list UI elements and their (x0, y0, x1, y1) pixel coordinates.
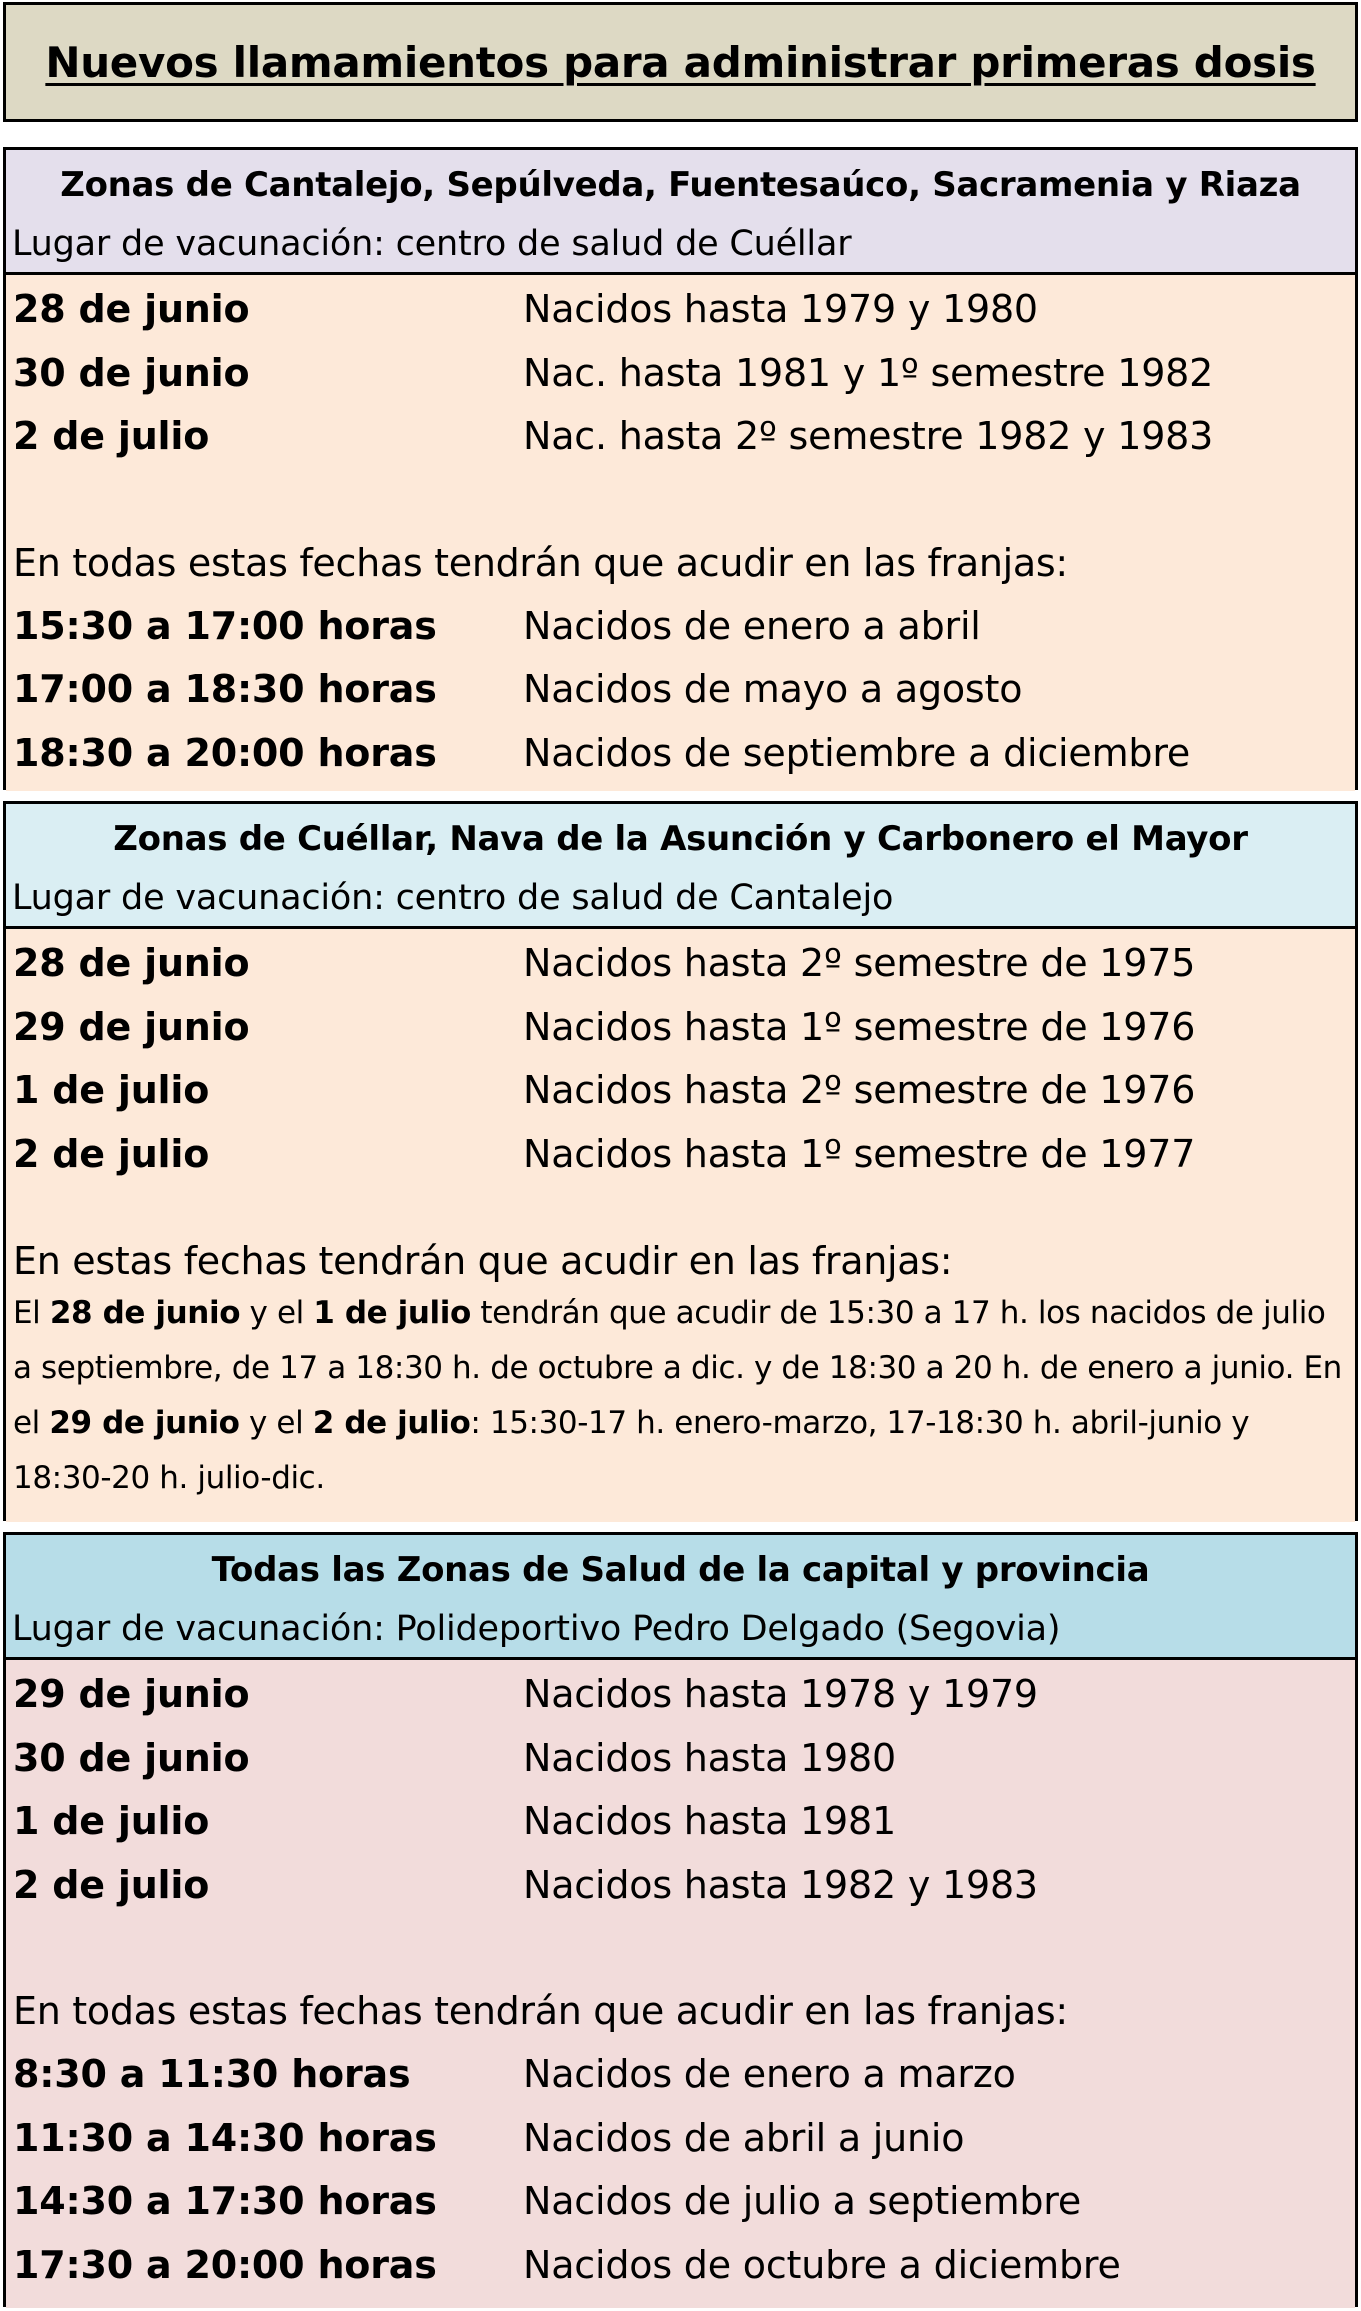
date-description: Nacidos hasta 1º semestre de 1977 (523, 1131, 1196, 1176)
slot-time: 15:30 a 17:00 horas (13, 603, 437, 648)
date-row (6, 932, 1355, 996)
slot-time: 18:30 a 20:00 horas (13, 730, 437, 775)
date-label: 29 de junio (13, 1672, 250, 1716)
vaccination-place: Lugar de vacunación: centro de salud de Cuéllar (12, 224, 852, 264)
section-cantalejo-zones (3, 147, 1358, 790)
note-date: 28 de junio (49, 1295, 241, 1331)
date-label: 30 de junio (13, 350, 250, 395)
date-description: Nacidos hasta 1979 y 1980 (523, 287, 1038, 331)
slot-description: Nacidos de mayo a agosto (523, 667, 1023, 711)
date-label: 28 de junio (13, 941, 250, 985)
slot-row (6, 595, 1355, 659)
spacer (6, 469, 1355, 532)
slots-intro: En todas estas fechas tendrán que acudir en las franjas: (13, 540, 1068, 585)
date-description: Nac. hasta 1981 y 1º semestre 1982 (523, 350, 1214, 395)
section-body (6, 929, 1355, 1522)
date-row (6, 1059, 1355, 1123)
slot-description: Nacidos de julio a septiembre (523, 2179, 1082, 2223)
slot-time: 8:30 a 11:30 horas (13, 2052, 411, 2096)
slot-row (6, 2234, 1355, 2298)
note-date: 1 de julio (313, 1295, 471, 1331)
date-label: 1 de julio (13, 1799, 210, 1843)
vaccination-place: Lugar de vacunación: centro de salud de Cantalejo (12, 878, 894, 918)
note-text: tendrán que acudir de 15:30 a 17 h. los nacidos de julio a septiembre, de 17 a 18:30 h. de octubre a dic. y de 18:30 a 20 h. de enero a junio. En el (13, 1295, 1342, 1441)
section-body (6, 1660, 1355, 2308)
page-title: Nuevos llamamientos para administrar primeras dosis (45, 37, 1316, 87)
slot-row (6, 2107, 1355, 2171)
slots-intro: En todas estas fechas tendrán que acudir en las franjas: (13, 1989, 1068, 2033)
date-row (6, 278, 1355, 342)
spacer (6, 1186, 1355, 1236)
date-row (6, 1727, 1355, 1791)
section-title: Zonas de Cuéllar, Nava de la Asunción y Carbonero el Mayor (113, 819, 1248, 859)
section-body (6, 275, 1355, 791)
slot-row (6, 2170, 1355, 2234)
section-header (6, 150, 1355, 275)
date-description: Nacidos hasta 1º semestre de 1976 (523, 1004, 1196, 1049)
date-description: Nacidos hasta 1978 y 1979 (523, 1672, 1038, 1716)
date-row (6, 1854, 1355, 1918)
date-label: 1 de julio (13, 1068, 210, 1112)
date-description: Nacidos hasta 1982 y 1983 (523, 1862, 1038, 1907)
section-title: Todas las Zonas de Salud de la capital y provincia (211, 1550, 1150, 1590)
slot-description: Nacidos de octubre a diciembre (523, 2242, 1121, 2287)
date-label: 28 de junio (13, 287, 250, 331)
date-row (6, 1790, 1355, 1854)
date-label: 2 de julio (13, 1862, 210, 1907)
slot-time: 11:30 a 14:30 horas (13, 2115, 437, 2160)
slot-time: 17:30 a 20:00 horas (13, 2242, 437, 2287)
date-row (6, 996, 1355, 1060)
date-label: 30 de junio (13, 1735, 250, 1780)
spacer (6, 1917, 1355, 1980)
note-text: y el (239, 1405, 313, 1441)
slot-description: Nacidos de septiembre a diciembre (523, 730, 1191, 775)
slot-time: 17:00 a 18:30 horas (13, 667, 437, 711)
slot-row (6, 722, 1355, 786)
note-text: : 15:30-17 h. enero-marzo, 17-18:30 h. abril-junio y 18:30-20 h. julio-dic. (13, 1405, 1250, 1496)
date-row (6, 1123, 1355, 1187)
date-description: Nacidos hasta 2º semestre de 1976 (523, 1068, 1196, 1112)
section-header (6, 1535, 1355, 1660)
date-description: Nacidos hasta 1981 (523, 1799, 896, 1843)
slot-description: Nacidos de abril a junio (523, 2115, 965, 2160)
date-row (6, 342, 1355, 406)
vaccination-place: Lugar de vacunación: Polideportivo Pedro Delgado (Segovia) (12, 1609, 1061, 1649)
note-date: 29 de junio (49, 1405, 240, 1441)
date-description: Nacidos hasta 1980 (523, 1735, 896, 1780)
date-label: 2 de julio (13, 414, 210, 458)
note-text: y el (240, 1295, 314, 1331)
section-title: Zonas de Cantalejo, Sepúlveda, Fuentesaúco, Sacramenia y Riaza (60, 165, 1301, 205)
note-text: El (13, 1295, 50, 1331)
section-all-zones (3, 1532, 1358, 2307)
slots-intro: En estas fechas tendrán que acudir en las franjas: (13, 1239, 953, 1283)
date-description: Nac. hasta 2º semestre 1982 y 1983 (523, 414, 1214, 458)
section-header (6, 804, 1355, 929)
note-date: 2 de julio (312, 1405, 471, 1441)
section-cuellar-zones (3, 801, 1358, 1521)
slot-row (6, 658, 1355, 722)
slot-row (6, 2043, 1355, 2107)
page-title-box (3, 2, 1358, 122)
slot-time: 14:30 a 17:30 horas (13, 2179, 437, 2223)
slot-description: Nacidos de enero a abril (523, 603, 981, 648)
slots-note (6, 1286, 1355, 1506)
date-description: Nacidos hasta 2º semestre de 1975 (523, 941, 1196, 985)
slot-description: Nacidos de enero a marzo (523, 2052, 1016, 2096)
date-label: 29 de junio (13, 1004, 250, 1049)
date-label: 2 de julio (13, 1131, 210, 1176)
date-row (6, 405, 1355, 469)
date-row (6, 1663, 1355, 1727)
